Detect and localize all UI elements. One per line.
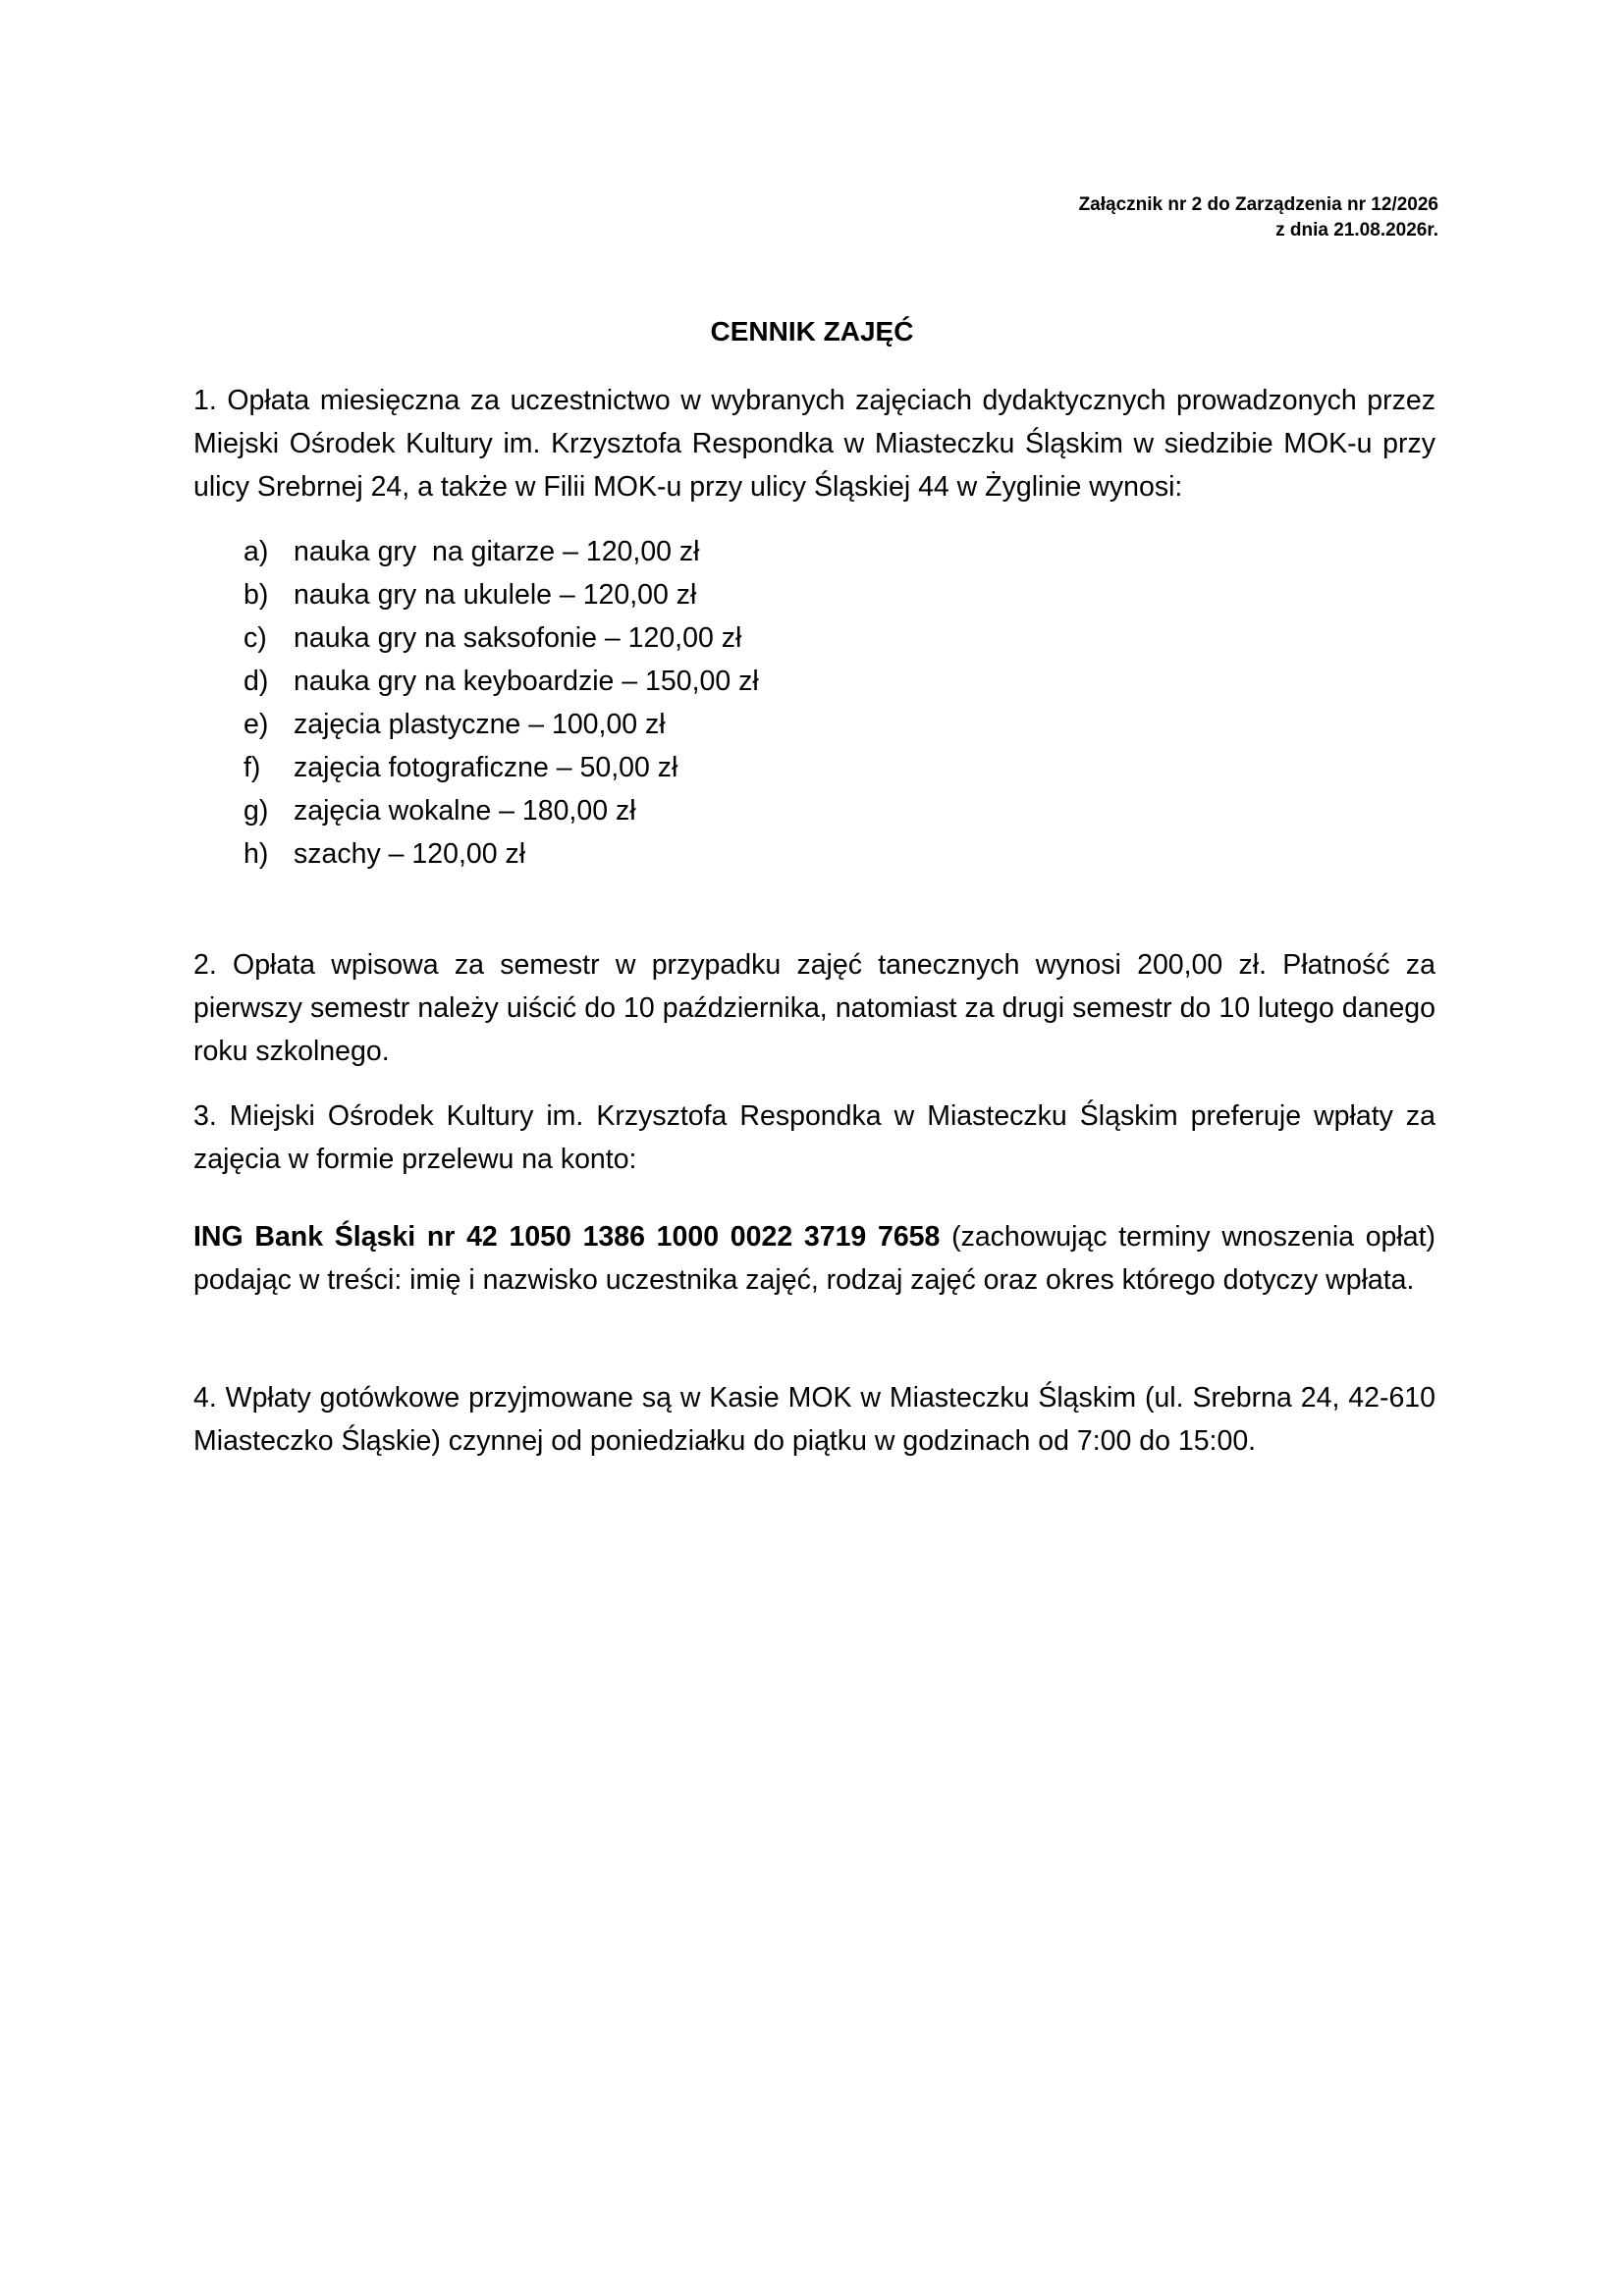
price-item-letter: e): [244, 709, 269, 740]
section-4-paragraph: 4. Wpłaty gotówkowe przyjmowane są w Kasie MOK w Miasteczku Śląskim (ul. Srebrna 24, 42-610 Miasteczko Śląskie) czynnej od poniedziałku do piątku w godzinach od 7:00 do 15:00.: [193, 1382, 1435, 1457]
bank-account-paragraph: [193, 1215, 1435, 1302]
price-item-letter: f): [244, 752, 261, 783]
section-1-paragraph: 1. Opłata miesięczna za uczestnictwo w wybranych zajęciach dydaktycznych prowadzonych przez Miejski Ośrodek Kultury im. Krzysztofa Respondka w Miasteczku Śląskim w siedzibie MOK-u przy ulicy Srebrnej 24, a także w Filii MOK-u przy ulicy Śląskiej 44 w Żyglinie wynosi:: [193, 385, 1435, 503]
price-list-item: [244, 660, 759, 703]
price-list-item: [244, 746, 759, 789]
attachment-note: [1079, 192, 1438, 243]
attachment-note-line-2: z dnia 21.08.2026r.: [1275, 220, 1438, 240]
price-item-letter: a): [244, 536, 269, 567]
price-item-text: nauka gry na saksofonie – 120,00 zł: [294, 622, 742, 654]
price-item-letter: c): [244, 622, 267, 654]
price-item-text: zajęcia fotograficzne – 50,00 zł: [294, 752, 678, 783]
bank-account-instructions: (zachowując terminy wnoszenia opłat) podając w treści: imię i nazwisko uczestnika zajęć, rodzaj zajęć oraz okres którego dotyczy wpłata.: [193, 1221, 1435, 1296]
section-2-paragraph: 2. Opłata wpisowa za semestr w przypadku zajęć tanecznych wynosi 200,00 zł. Płatność za pierwszy semestr należy uiścić do 10 października, natomiast za drugi semestr do 10 lutego danego roku szkolnego.: [193, 949, 1435, 1067]
price-item-text: zajęcia plastyczne – 100,00 zł: [294, 709, 666, 740]
price-item-letter: b): [244, 579, 269, 611]
price-list-item: [244, 789, 759, 832]
price-item-text: szachy – 120,00 zł: [294, 838, 526, 870]
price-item-letter: h): [244, 838, 269, 870]
section-3-paragraph: 3. Miejski Ośrodek Kultury im. Krzysztofa Respondka w Miasteczku Śląskim preferuje wpłaty za zajęcia w formie przelewu na konto:: [193, 1100, 1435, 1175]
attachment-note-line-1: Załącznik nr 2 do Zarządzenia nr 12/2026: [1078, 194, 1438, 215]
price-list-item: [244, 832, 759, 876]
price-item-text: nauka gry na ukulele – 120,00 zł: [294, 579, 697, 611]
price-item-text: zajęcia wokalne – 180,00 zł: [294, 795, 636, 827]
price-list: [244, 530, 759, 876]
bank-account-number: ING Bank Śląski nr 42 1050 1386 1000 0022 3719 7658: [193, 1221, 941, 1253]
price-list-item: [244, 530, 759, 573]
price-item-letter: d): [244, 666, 269, 697]
price-list-item: [244, 616, 759, 660]
price-item-text: nauka gry na keyboardzie – 150,00 zł: [294, 666, 759, 697]
price-item-letter: g): [244, 795, 269, 827]
price-list-item: [244, 573, 759, 616]
document-title: CENNIK ZAJĘĆ: [710, 316, 914, 347]
price-list-item: [244, 703, 759, 746]
price-item-text: nauka gry na gitarze – 120,00 zł: [294, 536, 700, 567]
